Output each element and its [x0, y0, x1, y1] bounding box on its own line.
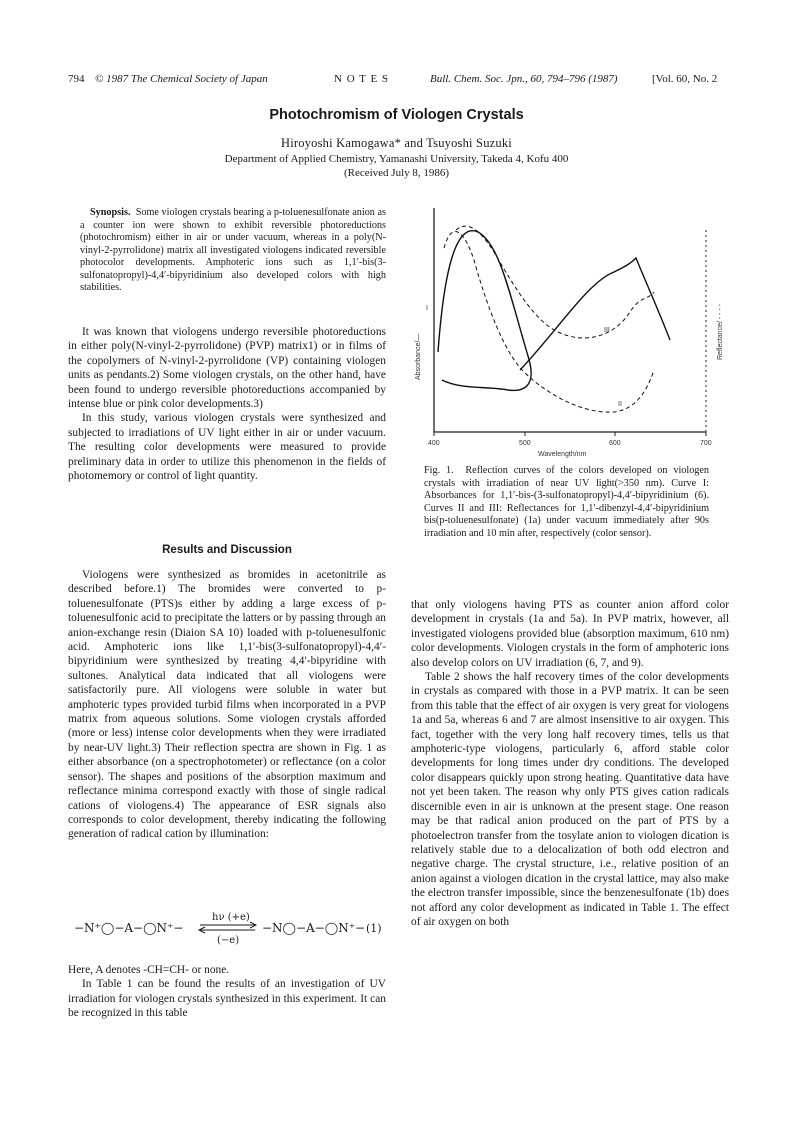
scheme-product: −N◯−A−◯N⁺−: [262, 921, 366, 935]
authors: Hiroyoshi Kamogawa* and Tsuyoshi Suzuki: [281, 136, 512, 150]
y-axis-label-left: Absorbance/—: [415, 333, 422, 380]
reaction-scheme-graphic: [70, 908, 386, 948]
x-tick-400: 400: [428, 440, 440, 447]
x-tick-700: 700: [700, 440, 712, 447]
after-scheme-line: Here, A denotes -CH=CH- or none.: [68, 964, 230, 976]
journal-citation: Bull. Chem. Soc. Jpn., 60, 794–796 (1987): [430, 73, 618, 85]
scheme-reactant: −N⁺◯−A−◯N⁺−: [74, 921, 184, 935]
synopsis: [80, 207, 386, 295]
figure-1: [408, 200, 730, 462]
article-title: Photochromism of Viologen Crystals: [269, 107, 524, 123]
scheme-reverse-condition: (−e): [217, 935, 240, 946]
copyright: © 1987 The Chemical Society of Japan: [95, 73, 268, 85]
introduction: [68, 325, 386, 483]
intro-paragraph-2: In this study, various viologen crystals were synthesized and subjected to irradiations of UV light either in air or under vacuum. The resulting color developments were measured to provide preliminary data in order to utilize this phenomenon in the fields of photomemory or control of light quantity.: [68, 412, 386, 483]
affiliation: Department of Applied Chemistry, Yamanashi University, Takeda 4, Kofu 400: [224, 153, 569, 165]
results-text: [68, 568, 386, 842]
curve-I-left: [438, 231, 531, 391]
post-scheme-text: [68, 963, 386, 1021]
page-number: 794: [68, 73, 85, 85]
figure-1-caption: [424, 465, 709, 540]
curve-label-II: II: [618, 401, 622, 408]
x-tick-600: 600: [609, 440, 621, 447]
curve-label-III: III: [604, 327, 610, 334]
synopsis-text: Some viologen crystals bearing a p-toluenesulfonate anion as a counter ion were shown to exhibit reversible photoreductions (photochromism) either in air or under vacuum, whereas in a poly(N-vinyl-2-pyrrolidone) matrix all investigated viologens indicated reversible photocolor developments. Amphoteric ions such as 1,1′-bis(3-sulfonatopropyl)-4,4′-bipyridinium also developed colors with high stabilities.: [80, 207, 387, 293]
section-heading: Results and Discussion: [162, 544, 292, 556]
synopsis-label: Synopsis.: [90, 207, 131, 218]
x-axis-label: Wavelength/nm: [538, 451, 587, 458]
after-scheme-paragraph: In Table 1 can be found the results of an investigation of UV irradiation for viologen crystals synthesized in this experiment. It can be recognized in this table: [68, 978, 386, 1020]
caption-text: Reflection curves of the colors developed on viologen crystals with irradiation of near UV light(>350 nm). Curve I: Absorbances for 1,1′-bis-(3-sulfonatopropyl)-4,4′-bipyridinium (6). Curves II and III: Reflectances for 1,1′-dibenzyl-4,4′-bipyridinium bis(p-toluenesulfonate) (1a) under vacuum immediately after 90s irradiation and 10 min after, respectively (color sensor).: [424, 465, 710, 539]
reaction-scheme: [70, 908, 386, 948]
right-paragraph-2: Table 2 shows the half recovery times of the color developments in crystals as compared with those in a PVP matrix. It can be seen from this table that the effect of air oxygen is very great for viologens 1a and 5a, whereas 6 and 7 are almost insensitive to air oxygen. This fact, together with the very long half recovery times, tells us that amphoteric-type viologens, particularly 6, afford stable color developments for long times under dry conditions. The developed color disappears quickly upon strong heating. Quantitative data have not yet been taken. The reason why only PTS gives cation radicals discernible even in air is unknown at the present stage. One reason may be that radical anion produced on the part of PTS by a photoelectron transfer from the tosylate anion to viologen dication is relatively stable due to a delocalization of both odd electron and negative charge. The crystal structure, i.e., relative position of an anion against a viologen dication in the crystal lattice, may also make the electron transfer impossible, since the benzenesulfonate (1b) does not afford any color development as indicated in Table 1. The effect of air oxygen on both: [411, 671, 729, 928]
right-column-text: [411, 598, 729, 929]
curve-I: [520, 258, 670, 370]
volume-issue: [Vol. 60, No. 2: [652, 73, 718, 85]
right-paragraph-1: that only viologens having PTS as counter anion afford color development in crystals (1a and 5a). In PVP matrix, however, all investigated viologens provided blue (absorption maximum, 610 nm) color developments. Viologen crystals in the form of amphoteric ions also develop colors on UV irradiation (6, 7, and 9).: [411, 599, 729, 669]
section-label: N O T E S: [334, 73, 390, 85]
equation-number: (1): [366, 922, 382, 935]
received-date: (Received July 8, 1986): [343, 167, 450, 179]
curve-II: [444, 231, 654, 412]
curve-label-I: I: [426, 305, 428, 312]
caption-label: Fig. 1.: [424, 465, 454, 476]
curve-III: [456, 226, 654, 338]
x-tick-500: 500: [519, 440, 531, 447]
results-paragraph-1: Viologens were synthesized as bromides in acetonitrile as described before.1) The bromides were converted to p-toluenesulfonate (PTS)s either by adding a large excess of p-toluenesulfonic acid to precipitate the latters or by passing through an anion-exchange resin (Diaion SA 10) loaded with p-toluenesulfonic acid. Amphoteric ions like 1,1′-bis(3-sulfonatopropyl)-4,4′-bipyridinium were synthesized by treating 4,4′-bipyridine with sultones. Analytical data indicated that all viologens were satisfactorily pure. All viologens were soluble in water but amphoteric types provided turbid films when incorporated in a PVP matrix from aqueous solutions. Some viologen crystals afforded (more or less) intense color developments when they were irradiated by near-UV light.3) Their reflection spectra are shown in Fig. 1 as either absorbance (on a spectrophotometer) or reflectance (on a color sensor). The shapes and positions of the absorption maximum and reflectance minima correspond exactly with those of single radical cations of viologens.4) The appearance of ESR signals also corresponds to color development, thereby indicating the following generation of radical cation by illumination:: [68, 569, 386, 841]
y-axis-label-right: Reflectance/ - - - -: [717, 303, 724, 360]
intro-paragraph-1: It was known that viologens undergo reversible photoreductions in either poly(N-vinyl-2-pyrrolidone) (PVP) matrix1) or in films of the copolymers of N-vinyl-2-pyrrolidone (VP) containing viologen units as pendants.2) Some viologen crystals, on the other hand, have been found to undergo reversible photoreductions accompanied by intense blue or pink color developments.3): [68, 326, 386, 411]
figure-1-plot: [408, 200, 730, 462]
scheme-forward-condition: hν (+e): [212, 912, 250, 923]
